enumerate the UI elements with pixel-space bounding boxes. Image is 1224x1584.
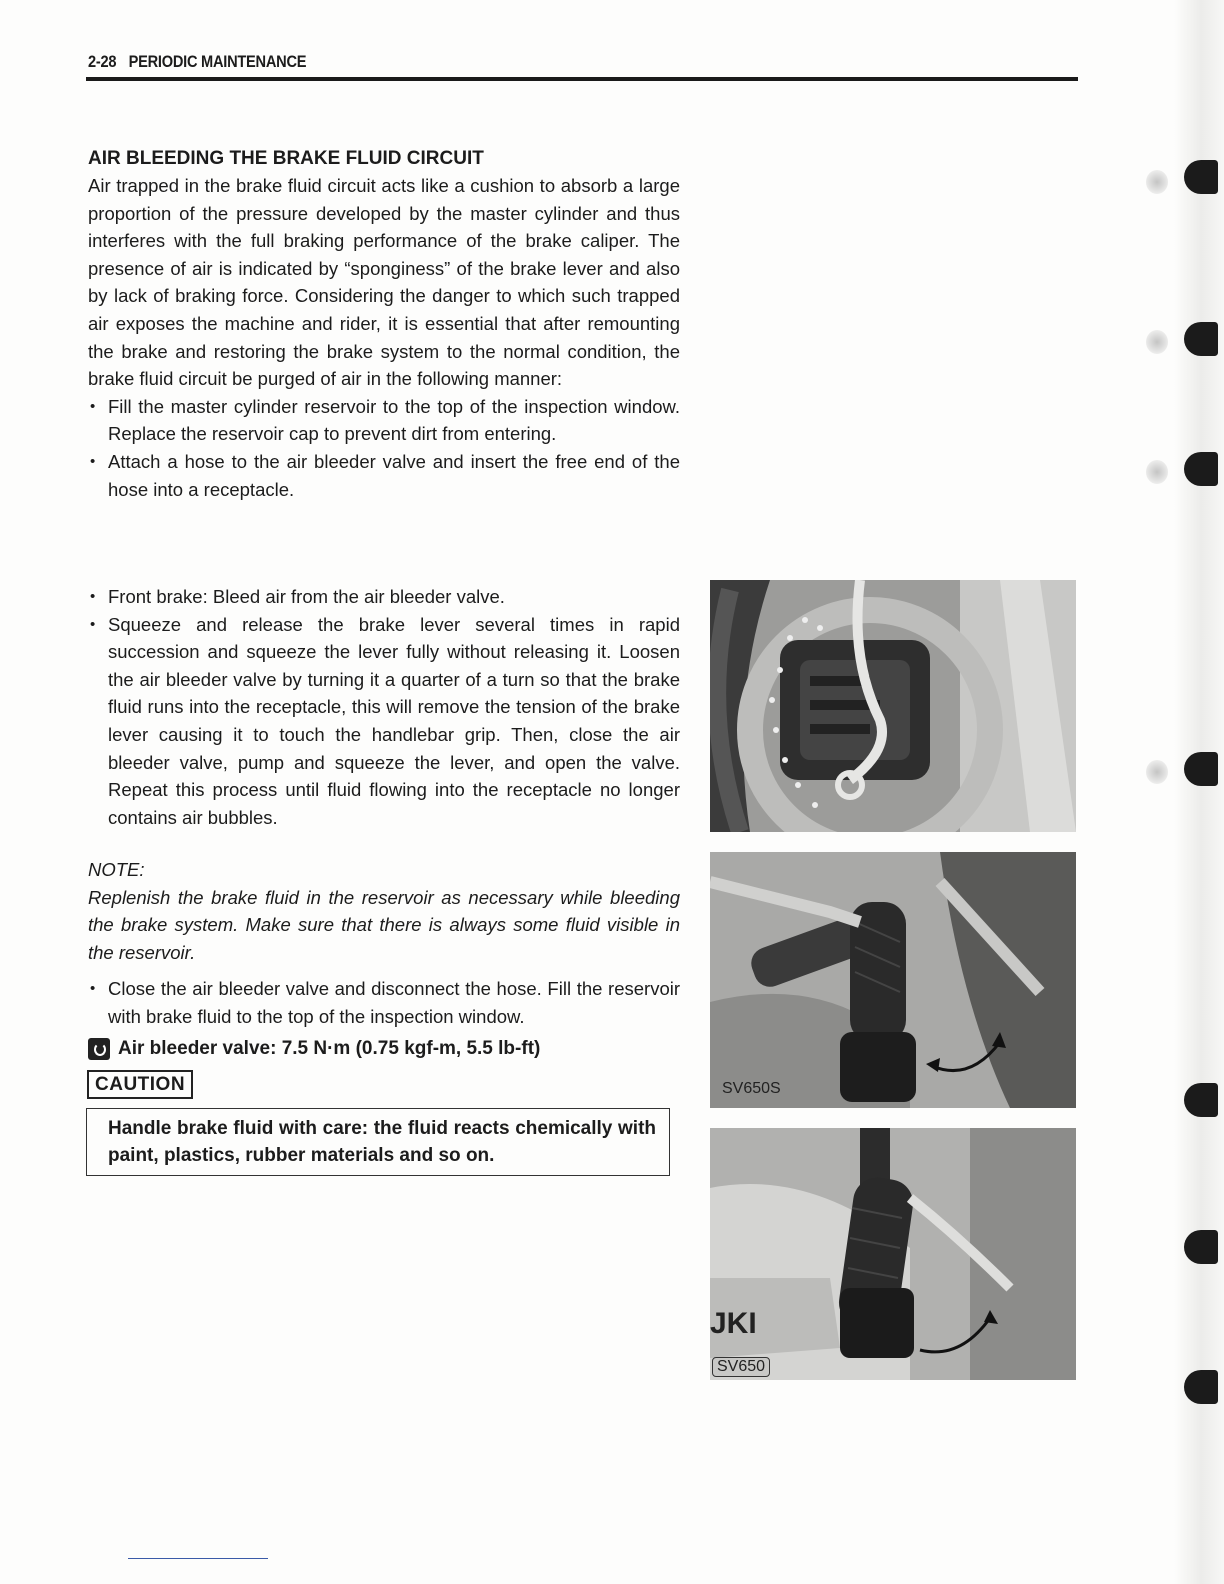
- photo-label-sv650s: SV650S: [722, 1080, 781, 1097]
- brake-caliper-illustration: [710, 580, 1076, 832]
- binding-tab-mark: [1184, 1230, 1218, 1264]
- torque-wrench-icon: [88, 1038, 110, 1060]
- binding-tab-mark: [1184, 1083, 1218, 1117]
- note-label: NOTE:: [88, 859, 145, 880]
- note-block: [88, 856, 680, 966]
- bullet-list-1: [88, 393, 680, 503]
- handlebar-sv650s-illustration: [710, 852, 1076, 1108]
- footer-line: [128, 1558, 268, 1559]
- torque-spec: [88, 1038, 540, 1060]
- binding-tab-mark: [1184, 1370, 1218, 1404]
- header-rule: [86, 77, 1078, 81]
- binding-tab-mark: [1184, 322, 1218, 356]
- binding-smudge: [1146, 760, 1168, 784]
- intro-paragraph: Air trapped in the brake fluid circuit acts like a cushion to absorb a large proportion of the pressure developed by the master cylinder and thus interferes with the full braking performance of the brake caliper. The presence of air is indicated by “sponginess” of the brake lever and also by lack of braking force. Considering the danger to which such trapped air exposes the machine and rider, it is essential that after remounting the brake and restoring the brake system to the normal condition, the brake fluid circuit be purged of air in the following manner:: [88, 175, 680, 390]
- binding-smudge: [1146, 330, 1168, 354]
- section-title: PERIODIC MAINTENANCE: [128, 52, 307, 71]
- bullet-list-2: [88, 583, 680, 831]
- caution-text: Handle brake fluid with care: the fluid reacts chemically with paint, plastics, rubber materials and so on.: [108, 1118, 656, 1166]
- procedure-block: [88, 583, 680, 831]
- caution-label: CAUTION: [87, 1070, 193, 1099]
- list-item: • Squeeze and release the brake lever several times in rapid succession and squeeze the lever fully without releasing it. Loosen the air bleeder valve by turning it a quarter of a turn so that the brake fluid runs into the receptacle, this will remove the tension of the brake lever causing it to touch the handlebar grip. Then, close the air bleeder valve, pump and squeeze the lever, and open the valve. Repeat this process until fluid flowing into the receptacle no longer contains air bubbles.: [88, 611, 680, 832]
- section-heading: AIR BLEEDING THE BRAKE FLUID CIRCUIT: [88, 148, 484, 169]
- page-edge-shading: [1174, 0, 1224, 1584]
- binding-tab-mark: [1184, 160, 1218, 194]
- photo-handlebar-sv650: [710, 1128, 1076, 1380]
- binding-smudge: [1146, 170, 1168, 194]
- photo-handlebar-sv650s: [710, 852, 1076, 1108]
- list-item: • Close the air bleeder valve and disconnect the hose. Fill the reservoir with brake fluid to the top of the inspection window.: [88, 975, 680, 1030]
- torque-spec-text: Air bleeder valve: 7.5 N·m (0.75 kgf-m, 5.5 lb-ft): [118, 1038, 541, 1059]
- photo-label-sv650: SV650: [712, 1357, 770, 1377]
- svg-text:JKI: JKI: [710, 1307, 757, 1340]
- binding-tab-mark: [1184, 452, 1218, 486]
- list-item: • Attach a hose to the air bleeder valve and insert the free end of the hose into a receptacle.: [88, 448, 680, 503]
- page-number: 2-28: [88, 52, 117, 71]
- binding-tab-mark: [1184, 752, 1218, 786]
- handlebar-sv650-illustration: [710, 1128, 1076, 1380]
- note-text: Replenish the brake fluid in the reservoir as necessary while bleeding the brake system. Make sure that there is always some fluid visible in the reservoir.: [88, 886, 680, 963]
- page-header: [88, 52, 939, 72]
- bullet-list-3: [88, 975, 680, 1030]
- list-item: • Front brake: Bleed air from the air bleeder valve.: [88, 583, 680, 611]
- intro-block: [88, 146, 680, 503]
- binding-smudge: [1146, 460, 1168, 484]
- list-item: • Fill the master cylinder reservoir to the top of the inspection window. Replace the reservoir cap to prevent dirt from entering.: [88, 393, 680, 448]
- photo-brake-caliper: [710, 580, 1076, 832]
- final-step-block: [88, 975, 680, 1030]
